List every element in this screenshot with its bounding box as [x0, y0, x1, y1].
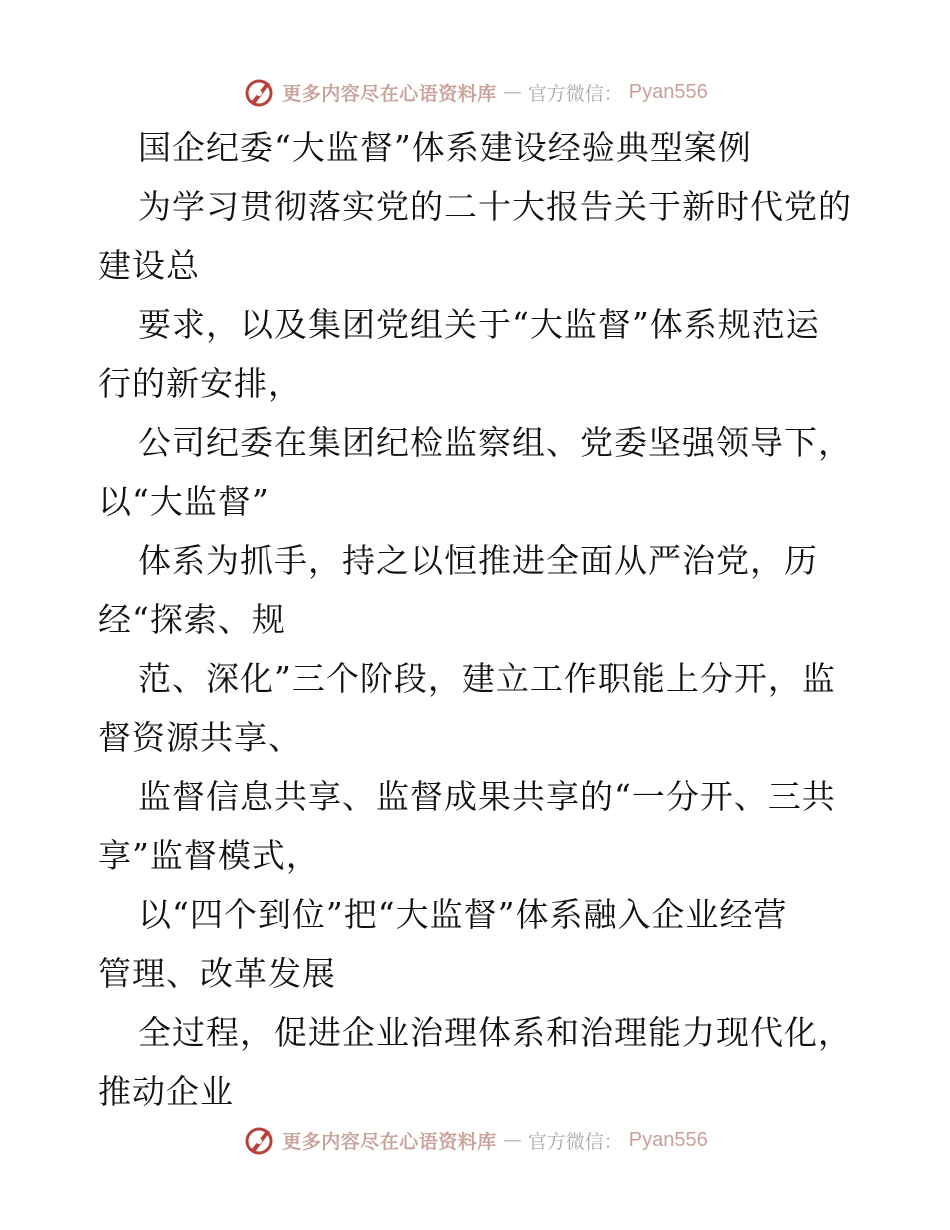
document-body [98, 118, 858, 1121]
quill-pen-logo-icon [242, 1123, 276, 1157]
body-line: 要求，以及集团党组关于“大监督”体系规范运 [138, 305, 820, 344]
watermark-dash: — [502, 1129, 522, 1151]
body-line: 体系为抓手，持之以恒推进全面从严治党，历 [138, 541, 818, 580]
body-line: 全过程，促进企业治理体系和治理能力现代化， [138, 1013, 852, 1052]
body-line: 范、深化”三个阶段，建立工作职能上分开，监 [138, 659, 836, 698]
body-line: 公司纪委在集团纪检监察组、党委坚强领导下， [138, 423, 852, 462]
quill-pen-logo-icon [242, 75, 276, 109]
body-line: 建设总 [98, 246, 200, 285]
watermark-text: 更多内容尽在心语资料库 [282, 1130, 497, 1153]
document-title: 国企纪委“大监督”体系建设经验典型案例 [138, 128, 752, 167]
body-line: 行的新安排， [98, 364, 302, 403]
body-line: 以“四个到位”把“大监督”体系融入企业经营 [138, 895, 788, 934]
header-watermark-banner [0, 72, 950, 112]
body-line: 管理、改革发展 [98, 954, 336, 993]
watermark-wechat-id: Pyan556 [628, 1128, 708, 1151]
body-line: 监督信息共享、监督成果共享的“一分开、三共 [138, 777, 836, 816]
body-line: 为学习贯彻落实党的二十大报告关于新时代党的 [138, 187, 852, 226]
body-line: 经“探索、规 [98, 600, 286, 639]
watermark-wechat-id: Pyan556 [628, 80, 708, 103]
body-line: 以“大监督” [98, 482, 270, 521]
watermark-text: 更多内容尽在心语资料库 [282, 82, 497, 105]
body-line: 推动企业 [98, 1072, 234, 1111]
body-line: 享”监督模式， [98, 836, 320, 875]
watermark-wechat-label: 官方微信： [527, 82, 623, 105]
body-line: 督资源共享、 [98, 718, 302, 757]
watermark-dash: — [502, 81, 522, 103]
footer-watermark-banner [0, 1120, 950, 1160]
watermark-wechat-label: 官方微信： [527, 1130, 623, 1153]
